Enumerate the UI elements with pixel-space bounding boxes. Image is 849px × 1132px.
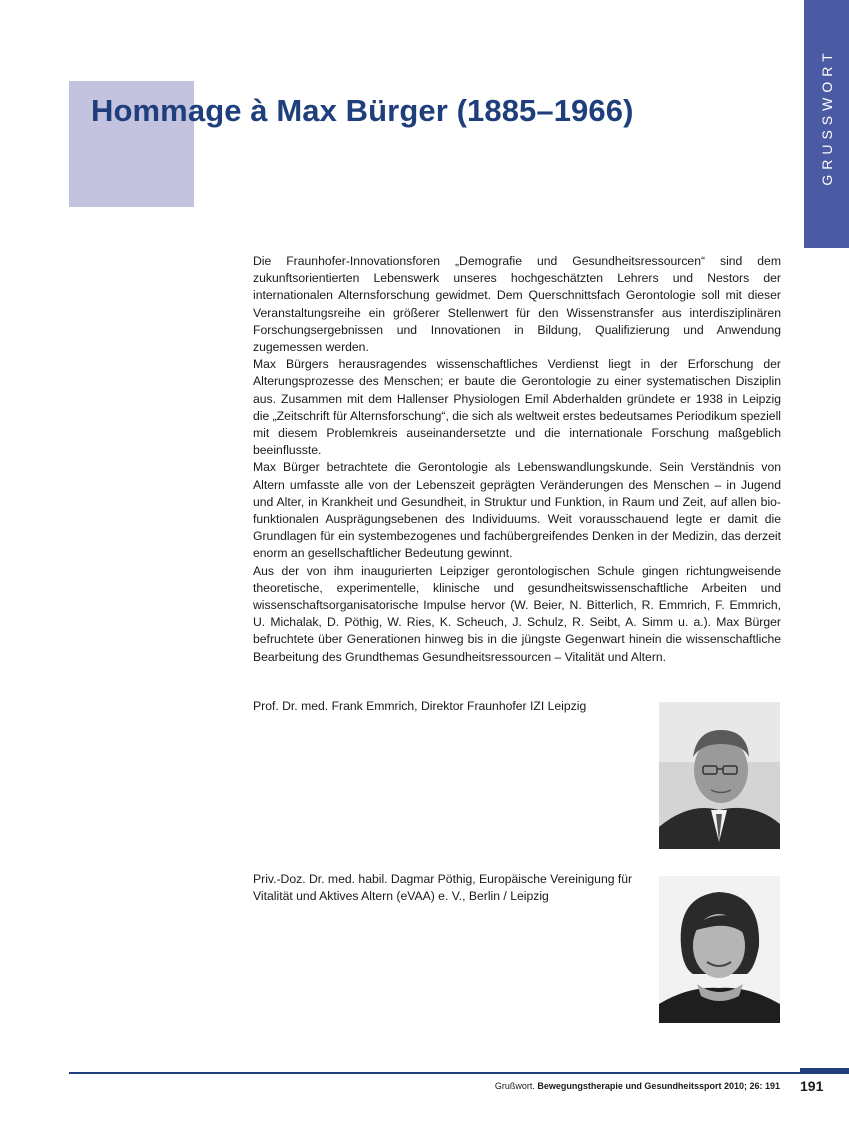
paragraph: Max Bürgers herausragendes wissenschaftliches Verdienst liegt in der Erforschung der Alterungsprozesse des Menschen; er baute die Gerontologie zu einer systematischen Disziplin aus. Zusammen mit dem Hallenser Physiologen Emil Abderhalden gründete er 1938 in Leipzig die „Zeitschrift für Alternsforschung“, die sich als weltweit erstes bedeutsames Periodikum speziell mit diesem Problemkreis auseinandersetzte und die internationale Forschung maßgeblich beeinflusste. (253, 357, 781, 458)
paragraph: Max Bürger betrachtete die Gerontologie als Lebenswandlungskunde. Sein Verständnis von Altern umfasste alle von der Lebenszeit geprägten Veränderungen des Menschen – in Jugend und Alter, in Krankheit und Gesundheit, in Struktur und Funktion, in Raum und Zeit, auf allen bio-funktionalen Ausprägungsebenen des Individuums. Weit vorausschauend legte er damit die Grundlagen für ein systembezogenes und fachübergreifendes Denken in der Medizin, das derzeit enorm an gesellschaftlicher Bedeutung gewinnt. (253, 460, 781, 561)
portrait-photo-poethig (659, 876, 780, 1023)
footer-section: Grußwort. (494, 1081, 535, 1091)
paragraph: Die Fraunhofer-Innovationsforen „Demografie und Gesundheitsressourcen“ sind dem zukunftsorientierten Lebenswerk unseres hochgeschätzten Lehrers und Nestors der internationalen Alternsforschung gewidmet. Dem Querschnittsfach Gerontologie soll mit dieser Veranstaltungsreihe ein größerer Stellenwert für den Wissenstransfer aus interdisziplinären Forschungsergebnissen und Innovationen in Bildung, Qualifizierung und Anwendung zugemessen werden. (253, 254, 781, 355)
section-tab (804, 0, 849, 248)
signature-emmrich: Prof. Dr. med. Frank Emmrich, Direktor Fraunhofer IZI Leipzig (253, 699, 587, 713)
signature-poethig: Priv.-Doz. Dr. med. habil. Dagmar Pöthig, Europäische Vereinigung für Vitalität und Aktives Altern (eVAA) e. V., Berlin / Leipzig (253, 872, 633, 904)
footer-journal: Bewegungstherapie und Gesundheitssport 2010; 26: 191 (537, 1081, 780, 1091)
article-body (253, 253, 781, 666)
paragraph: Aus der von ihm inaugurierten Leipziger gerontologischen Schule gingen richtungweisende theoretische, experimentelle, klinische und gesundheitswissenschaftliche Arbeiten und wissenschaftsorganisatorische Impulse hervor (W. Beier, N. Bitterlich, R. Emmrich, F. Emmrich, U. Michalak, D. Pöthig, W. Ries, K. Scheuch, J. Schulz, R. Seibt, A. Simm u. a.). Max Bürger befruchtete über Generationen hinweg bis in die jüngste Gegenwart hinein die wissenschaftliche Bearbeitung des Grundthemas Gesundheitsressourcen – Vitalität und Altern. (253, 563, 781, 664)
page-title: Hommage à Max Bürger (1885–1966) (91, 93, 634, 128)
footer-citation (495, 1081, 780, 1091)
portrait-photo-emmrich (659, 702, 780, 849)
footer-accent (800, 1068, 849, 1074)
section-tab-label: GRUSSWORT (818, 48, 835, 186)
page-number: 191 (800, 1078, 824, 1094)
footer-rule (69, 1072, 849, 1074)
